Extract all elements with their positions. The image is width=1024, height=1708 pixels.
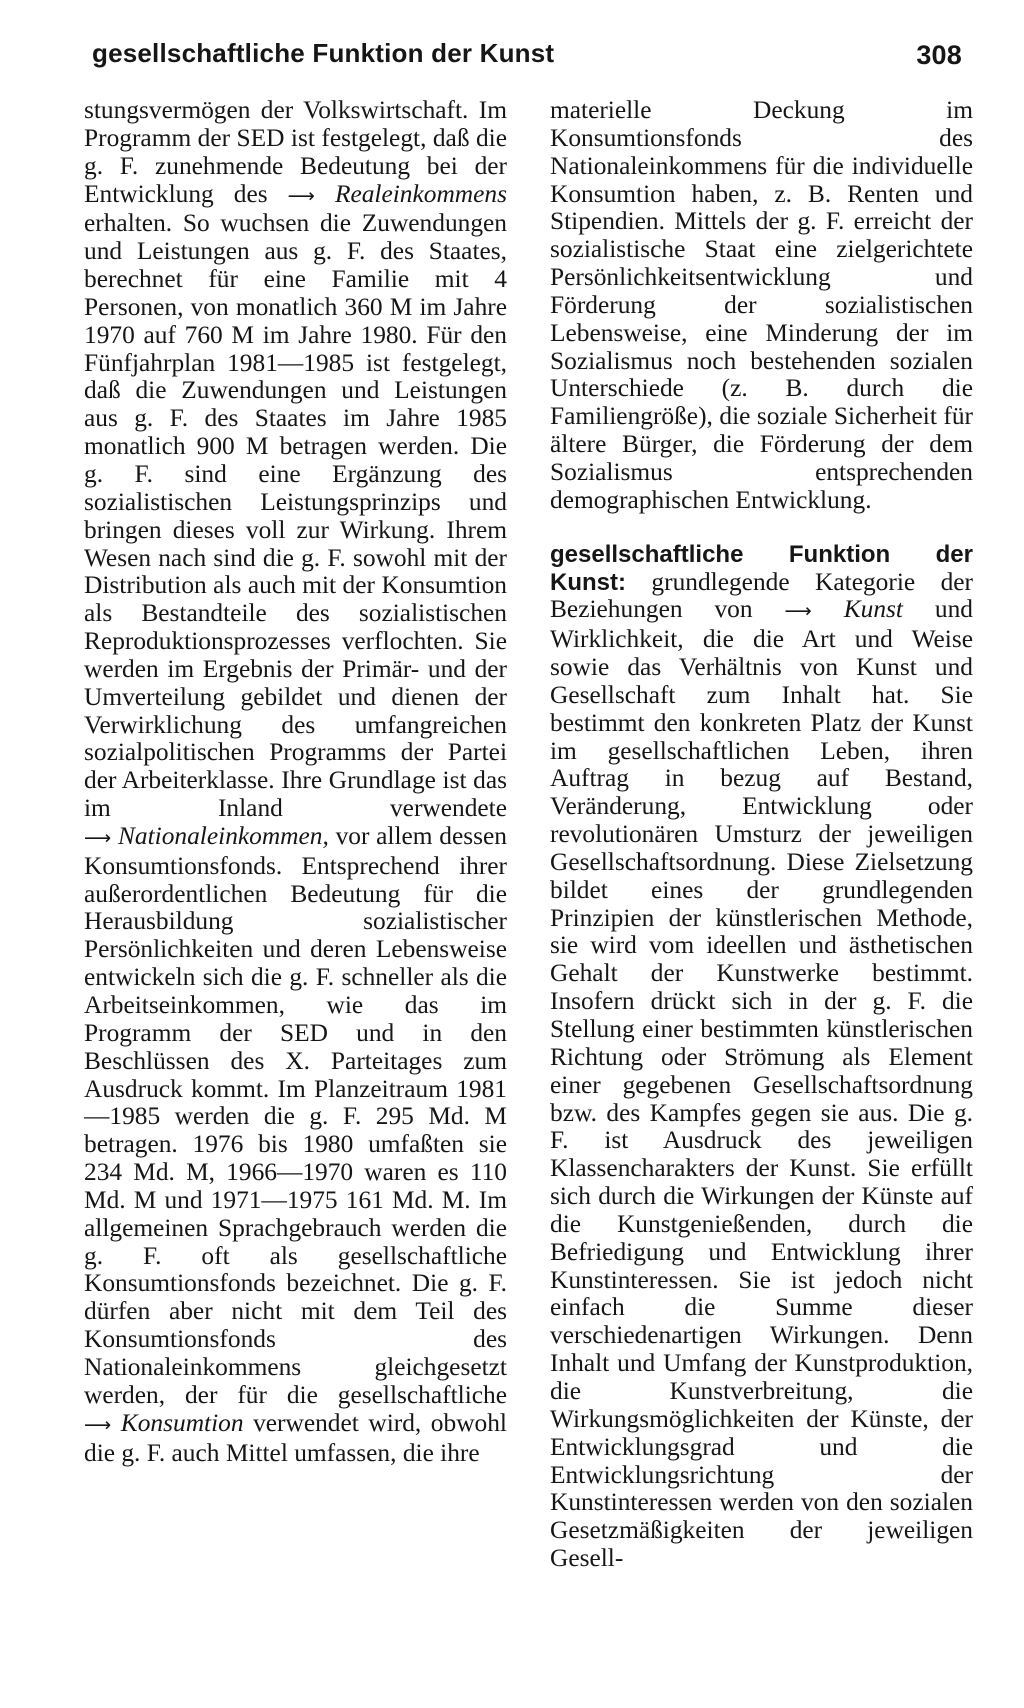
text-run: stungsvermögen der Volkswirtschaft. Im Programm der SED ist festgelegt, daß die g. F. zunehmende Bedeutung bei der Entwicklung des [84,97,507,208]
text-run: verwendet wird, obwohl die g. F. auch Mittel umfassen, die ihre [84,1408,507,1467]
text-run: erhalten. So wuchsen die Zuwendungen und Leistungen aus g. F. des Staates, berechnet für eine Familie mit 4 Personen, von monatlich 360 M im Jahre 1970 auf 760 M im Jahre 1980. Für den Fünfjahrplan 1981—1985 ist festgelegt, daß die Zuwendungen und Leistungen aus g. F. des Staates im Jahre 1985 monatlich 900 M betragen werden. Die g. F. sind eine Ergänzung des sozialistischen Leistungsprinzips und bringen dieses voll zur Wirkung. Ihrem Wesen nach sind die g. F. sowohl mit der Distribution als auch mit der Konsumtion als Bestandteile des sozialistischen Reproduktionsprozesses verflochten. Sie werden im Ergebnis der Primär- und der Umverteilung gebildet und dienen der Verwirklichung des umfangreichen sozialpolitischen Programms der Partei der Arbeiterklasse. Ihre Grundlage ist das im Inland verwendete [84,209,507,823]
running-head-title: gesellschaftliche Funktion der Kunst [92,38,555,68]
running-head [92,38,962,78]
cross-reference-konsumtion: Konsumtion [120,1408,244,1437]
entry-continuation-paragraph: materielle Deckung im Konsumtionsfonds des Nationaleinkommens für die individuelle Konsumtion haben, z. B. Renten und Stipendien. Mittels der g. F. erreicht der sozialistische Staat eine zielgerichtete Persönlichkeitsentwicklung und Förderung der sozialistischen Lebensweise, eine Minderung der im Sozialismus noch bestehenden sozialen Unterschiede (z. B. durch die Familiengröße), die soziale Sicherheit für ältere Bürger, die Förderung der dem Sozialismus entsprechenden demographischen Entwicklung. [550,97,973,514]
right-arrow-icon: ⟶ [84,826,112,849]
page-number: 308 [916,40,962,70]
cross-reference-kunst: Kunst [843,595,903,624]
right-arrow-icon: ⟶ [84,1413,112,1436]
text-run: und Wirklichkeit, die die Art und Weise sowie das Verhältnis von Kunst und Gesellschaft zum Inhalt hat. Sie bestimmt den konkreten Platz der Kunst im gesellschaftlichen Leben, ihren Auftrag in bezug auf Bestand, Veränderung, Entwicklung oder revolutionären Umsturz der jeweiligen Gesellschaftsordnung. Diese Zielsetzung bildet eines der grundlegenden Prinzipien der künstlerischen Methode, sie wird vom ideellen und ästhetischen Gehalt der Kunstwerke bestimmt. Insofern drückt sich in der g. F. die Stellung einer bestimmten künstlerischen Richtung oder Strömung als Element einer gegebenen Gesellschaftsordnung bzw. des Kampfes gegen sie aus. Die g. F. ist Ausdruck des jeweiligen Klassencharakters der Kunst. Sie erfüllt sich durch die Wirkungen der Künste auf die Kunstgenießenden, durch die Befriedigung und Entwicklung ihrer Kunstinteressen. Sie ist jedoch nicht einfach die Summe dieser verschiedenartigen Wirkungen. Denn Inhalt und Umfang der Kunstproduktion, die Kunstverbreitung, die Wirkungsmöglichkeiten der Künste, der Entwicklungsgrad und die Entwicklungsrichtung der Kunstinteressen werden von den sozialen Gesetzmäßigkeiten der jeweiligen Gesell- [550,595,973,1573]
right-column [550,97,973,1657]
right-arrow-icon: ⟶ [784,600,812,623]
cross-reference-realeinkommens: Realeinkommens [334,179,507,208]
text-run: grundlegende Kategorie der Beziehungen von [550,567,973,624]
text-run: vor allem dessen Konsumtionsfonds. Entsprechend ihrer außerordentlichen Bedeutung für die Herausbildung sozialistischer Persönlichkeiten und deren Lebensweise entwickeln sich die g. F. schneller als die Arbeitseinkommen, wie das im Programm der SED und in den Beschlüssen des X. Parteitages zum Ausdruck kommt. Im Planzeitraum 1981—1985 werden die g. F. 295 Md. M betragen. 1976 bis 1980 umfaßten sie 234 Md. M, 1966—1970 waren es 110 Md. M und 1971—1975 161 Md. M. Im allgemeinen Sprachgebrauch werden die g. F. oft als gesellschaftliche Konsumtionsfonds bezeichnet. Die g. F. dürfen aber nicht mit dem Teil des Konsumtionsfonds des Nationaleinkommens gleichgesetzt werden, der für die gesellschaftliche [84,821,507,1409]
cross-reference-nationaleinkommen: Nationaleinkommen, [117,821,329,850]
dictionary-entry [550,541,973,1573]
left-column [84,97,507,1657]
entry-continuation-paragraph [84,97,507,1467]
entry-headword: gesellschaftliche Funktion der Kunst: [550,540,973,596]
right-arrow-icon: ⟶ [287,184,315,207]
